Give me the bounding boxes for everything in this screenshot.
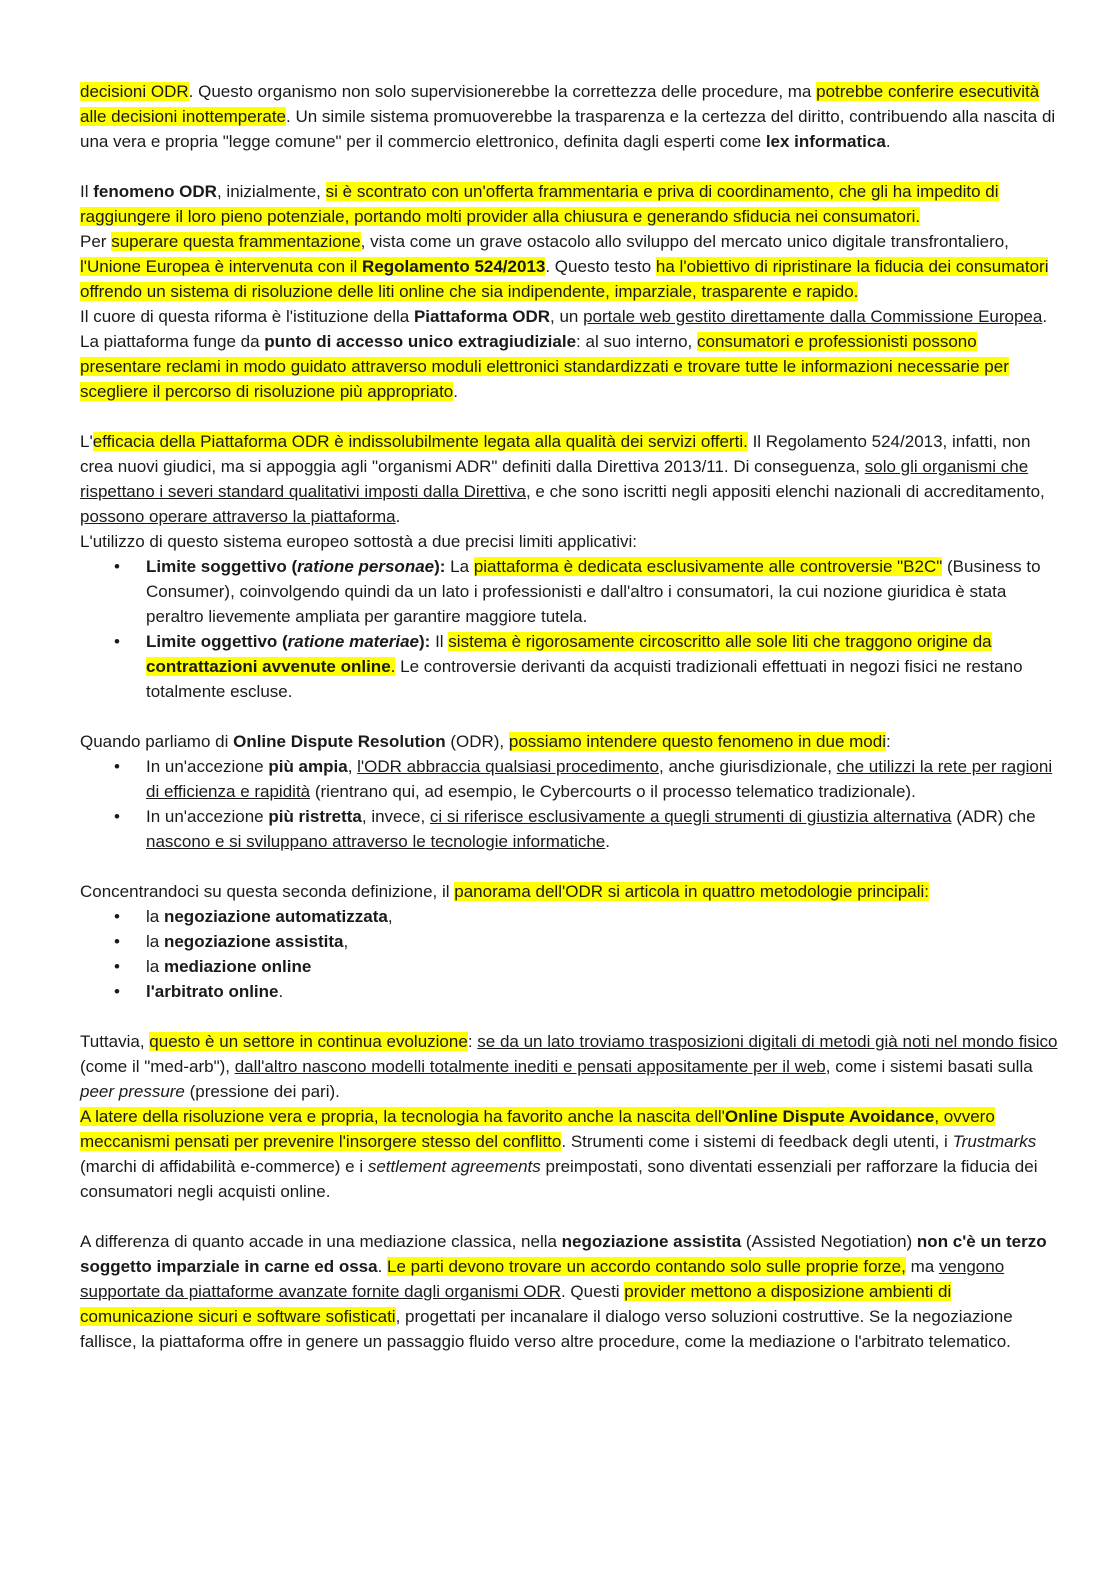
- bold-term: lex informatica: [765, 132, 886, 151]
- document-page: [80, 79, 1060, 1354]
- text: , un: [550, 307, 584, 326]
- bullet-icon: •: [114, 757, 120, 776]
- paragraph-metodologie: [80, 879, 1060, 904]
- highlight: provider mettono a disposizione ambienti di comunicazione sicuri e software sofisticati: [80, 1282, 952, 1326]
- underlined-text: vengono supportate da piattaforme avanzate fornite dagli organismi ODR: [80, 1257, 1005, 1301]
- bold-term: Online Dispute Resolution: [233, 732, 446, 751]
- text: (come il "med-arb"),: [80, 1057, 235, 1076]
- bold-term: Piattaforma ODR: [413, 307, 550, 326]
- spacer: [80, 404, 1060, 429]
- text: ,: [387, 907, 393, 926]
- highlight: possiamo intendere questo fenomeno in due modi: [508, 732, 886, 751]
- text: :: [885, 732, 891, 751]
- text: ,: [343, 932, 349, 951]
- text: .: [453, 382, 458, 401]
- bold-term: negoziazione assistita: [561, 1232, 742, 1251]
- bullet-icon: •: [114, 957, 120, 976]
- highlight: questo è un settore in continua evoluzione: [149, 1032, 468, 1051]
- text: , vista come un grave ostacolo allo sviluppo del mercato unico digitale transfrontaliero,: [360, 232, 1009, 251]
- text: (ODR),: [445, 732, 509, 751]
- text: Quando parliamo di: [80, 732, 234, 751]
- highlight: ha l'obiettivo di ripristinare la fiducia dei consumatori offrendo un sistema di risoluzione delle liti online che sia indipendente, imparziale, trasparente e rapido.: [80, 257, 1049, 301]
- text: la: [146, 957, 164, 976]
- text: Il: [430, 632, 449, 651]
- text: .: [377, 1257, 388, 1276]
- list-item: [80, 629, 1060, 704]
- text: Le controversie derivanti da acquisti tradizionali effettuati in negozi fisici ne restano totalmente escluse.: [146, 657, 1023, 701]
- text: (marchi di affidabilità e-commerce) e i: [80, 1157, 368, 1176]
- text: (Business to Consumer), coinvolgendo quindi da un lato i professionisti e dall'altro i consumatori, la cui nozione giuridica è stata peraltro lievemente ampliata per garantire maggiore tutela.: [146, 557, 1041, 626]
- spacer: [80, 154, 1060, 179]
- bold-term: mediazione online: [163, 957, 312, 976]
- bold-term: fenomeno ODR: [93, 182, 217, 201]
- paragraph-limiti-intro: L'utilizzo di questo sistema europeo sottostà a due precisi limiti applicativi:: [80, 532, 637, 551]
- text: Concentrandoci su questa seconda definizione, il: [80, 882, 455, 901]
- text: . Questo testo: [545, 257, 656, 276]
- italic-term: ratione personae: [297, 557, 435, 576]
- text: , inizialmente,: [216, 182, 326, 201]
- text: (ADR) che: [951, 807, 1036, 826]
- text: .: [885, 132, 891, 151]
- list-item: [80, 804, 1060, 854]
- italic-term: ratione materiae: [287, 632, 420, 651]
- text: Il: [80, 182, 94, 201]
- bullet-icon: •: [114, 807, 120, 826]
- text: la: [146, 907, 164, 926]
- bold-term: punto di accesso unico extragiudiziale: [264, 332, 577, 351]
- text: (rientrano qui, ad esempio, le Cybercourts o il processo telematico tradizionale).: [310, 782, 916, 801]
- text: l'Unione Europea è intervenuta con il: [80, 257, 363, 276]
- text: L': [80, 432, 93, 451]
- paragraph-fenomeno-odr: [80, 179, 1060, 229]
- italic-term: Trustmarks: [952, 1132, 1037, 1151]
- underlined-text: se da un lato troviamo trasposizioni digitali di metodi già noti nel mondo fisico: [477, 1032, 1058, 1051]
- bullet-icon: •: [114, 932, 120, 951]
- list-item: [80, 554, 1060, 629]
- bullet-icon: •: [114, 557, 120, 576]
- bullet-icon: •: [114, 982, 120, 1001]
- list-item: [80, 954, 1060, 979]
- paragraph-piattaforma-odr: [80, 304, 1060, 404]
- text: (Assisted Negotiation): [741, 1232, 917, 1251]
- bold-term: l'arbitrato online: [146, 982, 279, 1001]
- text: , ovvero meccanismi pensati per prevenire l'insorgere stesso del conflitto: [80, 1107, 995, 1151]
- text: .: [278, 982, 284, 1001]
- paragraph-dispute-avoidance: [80, 1104, 1060, 1204]
- text: : al suo interno,: [576, 332, 698, 351]
- senses-list: [80, 754, 1060, 854]
- text: ma: [905, 1257, 939, 1276]
- bullet-icon: •: [114, 632, 120, 651]
- bold-term: Online Dispute Avoidance: [724, 1107, 935, 1126]
- highlight: superare questa frammentazione: [111, 232, 361, 251]
- bold-term: [146, 632, 430, 651]
- text: Il Regolamento 524/2013, infatti, non crea nuovi giudici, ma si appoggia agli "organismi ADR" definiti dalla Direttiva 2013/11. Di conseguenza,: [80, 432, 1031, 476]
- spacer: [80, 1204, 1060, 1229]
- underlined-text: possono operare attraverso la piattaforma: [80, 507, 396, 526]
- paragraph-definizioni-odr: [80, 729, 1060, 754]
- bold-term: non c'è un terzo soggetto imparziale in carne ed ossa: [80, 1232, 1047, 1276]
- text: A latere della risoluzione vera e propria, la tecnologia ha favorito anche la nascita dell': [80, 1107, 725, 1126]
- spacer: [80, 854, 1060, 879]
- text: ):: [434, 557, 446, 576]
- spacer: [80, 704, 1060, 729]
- highlight: panorama dell'ODR si articola in quattro metodologie principali:: [454, 882, 930, 901]
- spacer: [80, 1004, 1060, 1029]
- text: , e che sono iscritti negli appositi elenchi nazionali di accreditamento,: [525, 482, 1045, 501]
- underlined-text: nascono e si sviluppano attraverso le tecnologie informatiche: [146, 832, 606, 851]
- highlight: consumatori e professionisti possono presentare reclami in modo guidato attraverso moduli elettronici standardizzati e trovare tutte le informazioni necessarie per scegliere il percorso di risoluzione più appropriato: [80, 332, 1009, 401]
- highlight: si è scontrato con un'offerta frammentaria e priva di coordinamento, che gli ha impedito di raggiungere il loro pieno potenziale, portando molti provider alla chiusura e generando sfiducia nei consumatori.: [80, 182, 999, 226]
- bold-term: più ristretta: [268, 807, 362, 826]
- list-item: [80, 929, 1060, 954]
- paragraph-efficacia: [80, 429, 1060, 529]
- list-item: [80, 904, 1060, 929]
- text: . Questi: [560, 1282, 625, 1301]
- text: A differenza di quanto accade in una mediazione classica, nella: [80, 1232, 562, 1251]
- text: La: [445, 557, 474, 576]
- text: Per: [80, 232, 112, 251]
- list-item: [80, 979, 1060, 1004]
- text: ):: [419, 632, 431, 651]
- text: (pressione dei pari).: [184, 1082, 340, 1101]
- underlined-text: portale web gestito direttamente dalla Commissione Europea: [583, 307, 1043, 326]
- paragraph-regolamento: [80, 229, 1060, 304]
- highlight: piattaforma è dedicata esclusivamente alle controversie "B2C": [473, 557, 943, 576]
- highlight: Le parti devono trovare un accordo contando solo sulle proprie forze,: [387, 1257, 906, 1276]
- italic-term: peer pressure: [80, 1082, 185, 1101]
- underlined-text: l'ODR abbraccia qualsiasi procedimento: [357, 757, 659, 776]
- text: ,: [347, 757, 358, 776]
- bold-term: [146, 557, 445, 576]
- text: , come i sistemi basati sulla: [825, 1057, 1033, 1076]
- highlight: [80, 257, 545, 276]
- text: . Strumenti come i sistemi di feedback degli utenti, i: [561, 1132, 953, 1151]
- underlined-text: dall'altro nascono modelli totalmente inediti e pensati appositamente per il web: [234, 1057, 826, 1076]
- list-item: [80, 754, 1060, 804]
- text: , progettati per incanalare il dialogo verso soluzioni costruttive. Se la negoziazione fallisce, la piattaforma offre in genere un passaggio fluido verso altre procedure, come la mediazione o l'arbitrato telematico.: [80, 1307, 1013, 1351]
- bold-term: negoziazione assistita: [163, 932, 344, 951]
- methods-list: [80, 904, 1060, 1004]
- bold-term: negoziazione automatizzata: [163, 907, 388, 926]
- highlight: efficacia della Piattaforma ODR è indissolubilmente legata alla qualità dei servizi offerti.: [92, 432, 748, 451]
- text: In un'accezione: [146, 757, 269, 776]
- underlined-text: ci si riferisce esclusivamente a quegli strumenti di giustizia alternativa: [429, 807, 952, 826]
- text: Limite soggettivo (: [146, 557, 298, 576]
- limits-list: [80, 554, 1060, 704]
- bold-term: contrattazioni avvenute online: [146, 657, 391, 676]
- bullet-icon: •: [114, 907, 120, 926]
- text: In un'accezione: [146, 807, 269, 826]
- text: . Un simile sistema promuoverebbe la trasparenza e la certezza del diritto, contribuendo alla nascita di una vera e propria "legge comune" per il commercio elettronico, definita dagli esperti come: [80, 107, 1056, 151]
- text: Il cuore di questa riforma è l'istituzione della: [80, 307, 414, 326]
- text: sistema è rigorosamente circoscritto alle sole liti che traggono origine da: [448, 632, 992, 651]
- italic-term: settlement agreements: [367, 1157, 541, 1176]
- text: preimpostati, sono diventati essenziali per rafforzare la fiducia dei consumatori negli acquisti online.: [80, 1157, 1038, 1201]
- text: la: [146, 932, 164, 951]
- underlined-text: solo gli organismi che rispettano i severi standard qualitativi imposti dalla Direttiva: [80, 457, 1029, 501]
- text: Tuttavia,: [80, 1032, 150, 1051]
- paragraph-evoluzione: [80, 1029, 1060, 1104]
- text: . La piattaforma funge da: [80, 307, 1048, 351]
- highlight: potrebbe conferire esecutività alle decisioni inottemperate: [80, 82, 1040, 126]
- highlight: decisioni ODR: [80, 82, 189, 101]
- paragraph-lex-informatica: [80, 79, 1060, 154]
- paragraph-negoziazione-assistita: [80, 1229, 1060, 1354]
- text: , anche giurisdizionale,: [659, 757, 837, 776]
- underlined-text: che utilizzi la rete per ragioni di efficienza e rapidità: [146, 757, 1053, 801]
- text: Limite oggettivo (: [146, 632, 288, 651]
- text: .: [395, 507, 401, 526]
- text: .: [605, 832, 610, 851]
- text: . Questo organismo non solo supervisionerebbe la correttezza delle procedure, ma: [188, 82, 817, 101]
- bold-term: più ampia: [268, 757, 348, 776]
- bold-term: Regolamento 524/2013: [362, 257, 546, 276]
- text: .: [390, 657, 396, 676]
- text: , invece,: [361, 807, 430, 826]
- text: :: [467, 1032, 478, 1051]
